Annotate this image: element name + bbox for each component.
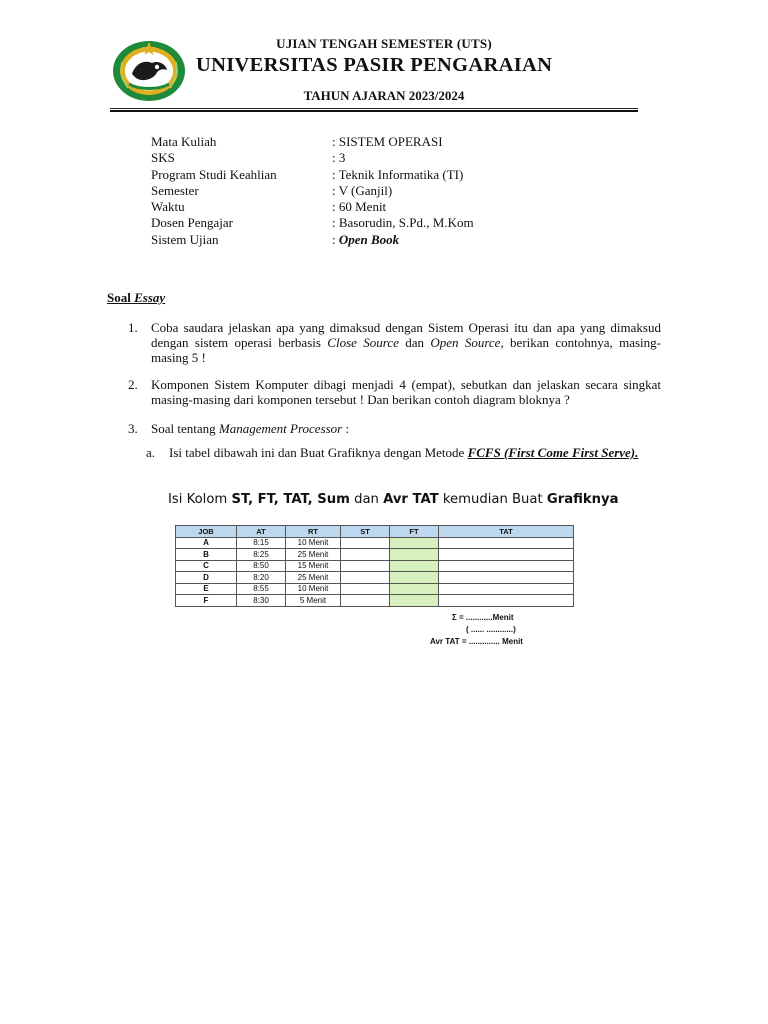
cell-job: B xyxy=(176,549,237,561)
cell-ft xyxy=(390,537,439,549)
cell-job: A xyxy=(176,537,237,549)
question-1 xyxy=(128,320,661,365)
cell-tat xyxy=(439,572,574,584)
col-header-st: ST xyxy=(341,526,390,538)
question-text: dan xyxy=(398,335,431,350)
question-number: 1. xyxy=(128,320,138,335)
col-header-at: AT xyxy=(237,526,286,538)
cell-at: 8:30 xyxy=(237,595,286,607)
question-text: Komponen Sistem Komputer dibagi menjadi 4 (empat), sebutkan dan jelaskan secara singkat masing-masing dari komponen tersebut ! Dan berikan contoh diagram bloknya ? xyxy=(151,377,661,407)
question-text: : xyxy=(342,421,350,436)
info-value-prefix: : xyxy=(332,231,339,247)
info-value: : Teknik Informatika (TI) xyxy=(332,166,464,182)
cell-tat xyxy=(439,595,574,607)
col-header-ft: FT xyxy=(390,526,439,538)
table-instruction xyxy=(168,492,619,507)
header-divider-thin xyxy=(110,108,638,109)
fcfs-table xyxy=(175,525,574,607)
cell-at: 8:15 xyxy=(237,537,286,549)
cell-at: 8:25 xyxy=(237,549,286,561)
cell-rt: 10 Menit xyxy=(286,583,341,595)
cell-at: 8:20 xyxy=(237,572,286,584)
cell-st xyxy=(341,537,390,549)
sum-line: Σ = ............Menit xyxy=(452,613,514,622)
info-row-time xyxy=(151,199,474,215)
question-text: Soal tentang xyxy=(151,421,219,436)
info-value: : 60 Menit xyxy=(332,199,387,215)
cell-job: D xyxy=(176,572,237,584)
question-3a xyxy=(146,445,661,460)
instruction-text: Isi Kolom xyxy=(168,492,232,507)
info-row-exam-system xyxy=(151,232,474,248)
avr-tat-line: Avr TAT = .............. Menit xyxy=(430,637,523,646)
question-text: Isi tabel dibawah ini dan Buat Grafiknya dengan Metode xyxy=(169,445,468,460)
info-row-semester xyxy=(151,183,474,199)
exam-title: UJIAN TENGAH SEMESTER (UTS) xyxy=(276,36,492,51)
question-2 xyxy=(128,377,661,407)
info-label: SKS xyxy=(151,150,175,166)
info-value-emph: Open Book xyxy=(338,231,400,247)
cell-tat xyxy=(439,549,574,561)
instruction-bold: Avr TAT xyxy=(383,492,439,507)
cell-tat xyxy=(439,537,574,549)
cell-rt: 25 Menit xyxy=(286,572,341,584)
university-name: UNIVERSITAS PASIR PENGARAIAN xyxy=(196,54,553,76)
cell-rt: 15 Menit xyxy=(286,560,341,572)
info-row-sks xyxy=(151,150,474,166)
question-italic: Open Source xyxy=(430,335,501,350)
info-value: : V (Ganjil) xyxy=(332,182,393,198)
table-row xyxy=(176,549,574,561)
info-row-course xyxy=(151,134,474,150)
question-3 xyxy=(128,421,661,436)
cell-st xyxy=(341,560,390,572)
question-method: FCFS (First Come First Serve). xyxy=(467,445,639,460)
table-row xyxy=(176,595,574,607)
col-header-job: JOB xyxy=(176,526,237,538)
cell-job: E xyxy=(176,583,237,595)
cell-job: C xyxy=(176,560,237,572)
cell-st xyxy=(341,583,390,595)
table-row xyxy=(176,572,574,584)
question-text: , berikan contohnya, masing-masing 5 ! xyxy=(151,335,661,365)
table-row xyxy=(176,583,574,595)
cell-ft xyxy=(390,595,439,607)
info-value: : 3 xyxy=(332,150,346,166)
sum-paren-line: ( ...... ............) xyxy=(466,625,516,634)
info-label: Sistem Ujian xyxy=(151,231,219,247)
cell-rt: 5 Menit xyxy=(286,595,341,607)
cell-ft xyxy=(390,549,439,561)
table-header-row xyxy=(176,526,574,538)
question-number: 3. xyxy=(128,421,138,436)
info-label: Waktu xyxy=(151,199,185,215)
question-italic: Close Source xyxy=(327,335,399,350)
info-row-program xyxy=(151,167,474,183)
cell-ft xyxy=(390,572,439,584)
question-text: Coba saudara jelaskan apa yang dimaksud dengan Sistem Operasi itu dan apa yang dimaksud dengan sistem operasi berbasis xyxy=(151,320,661,350)
cell-tat xyxy=(439,583,574,595)
section-title xyxy=(107,290,165,306)
col-header-tat: TAT xyxy=(439,526,574,538)
info-label: Mata Kuliah xyxy=(151,134,217,149)
cell-ft xyxy=(390,583,439,595)
cell-tat xyxy=(439,560,574,572)
info-row-lecturer xyxy=(151,215,474,231)
cell-st xyxy=(341,595,390,607)
info-value xyxy=(332,232,399,248)
info-label: Semester xyxy=(151,182,199,198)
section-title-plain: Soal xyxy=(107,290,135,305)
table-row xyxy=(176,560,574,572)
table-row xyxy=(176,537,574,549)
instruction-text: kemudian Buat xyxy=(438,492,547,507)
question-italic: Management Processor xyxy=(218,421,343,436)
instruction-bold: Grafiknya xyxy=(546,492,619,507)
cell-rt: 25 Menit xyxy=(286,549,341,561)
course-info xyxy=(151,134,474,248)
cell-job: F xyxy=(176,595,237,607)
info-value: : SISTEM OPERASI xyxy=(332,134,443,149)
cell-at: 8:50 xyxy=(237,560,286,572)
cell-st xyxy=(341,549,390,561)
info-label: Dosen Pengajar xyxy=(151,215,233,231)
instruction-text: dan xyxy=(349,492,384,507)
header-divider-thick xyxy=(110,110,638,112)
academic-year: TAHUN AJARAN 2023/2024 xyxy=(303,88,465,103)
cell-st xyxy=(341,572,390,584)
info-label: Program Studi Keahlian xyxy=(151,166,277,182)
cell-ft xyxy=(390,560,439,572)
col-header-rt: RT xyxy=(286,526,341,538)
question-number: a. xyxy=(146,445,156,460)
instruction-bold: ST, FT, TAT, Sum xyxy=(231,492,350,507)
section-title-italic: Essay xyxy=(134,290,166,305)
info-value: : Basorudin, S.Pd., M.Kom xyxy=(332,215,474,231)
question-number: 2. xyxy=(128,377,138,392)
cell-at: 8:55 xyxy=(237,583,286,595)
cell-rt: 10 Menit xyxy=(286,537,341,549)
